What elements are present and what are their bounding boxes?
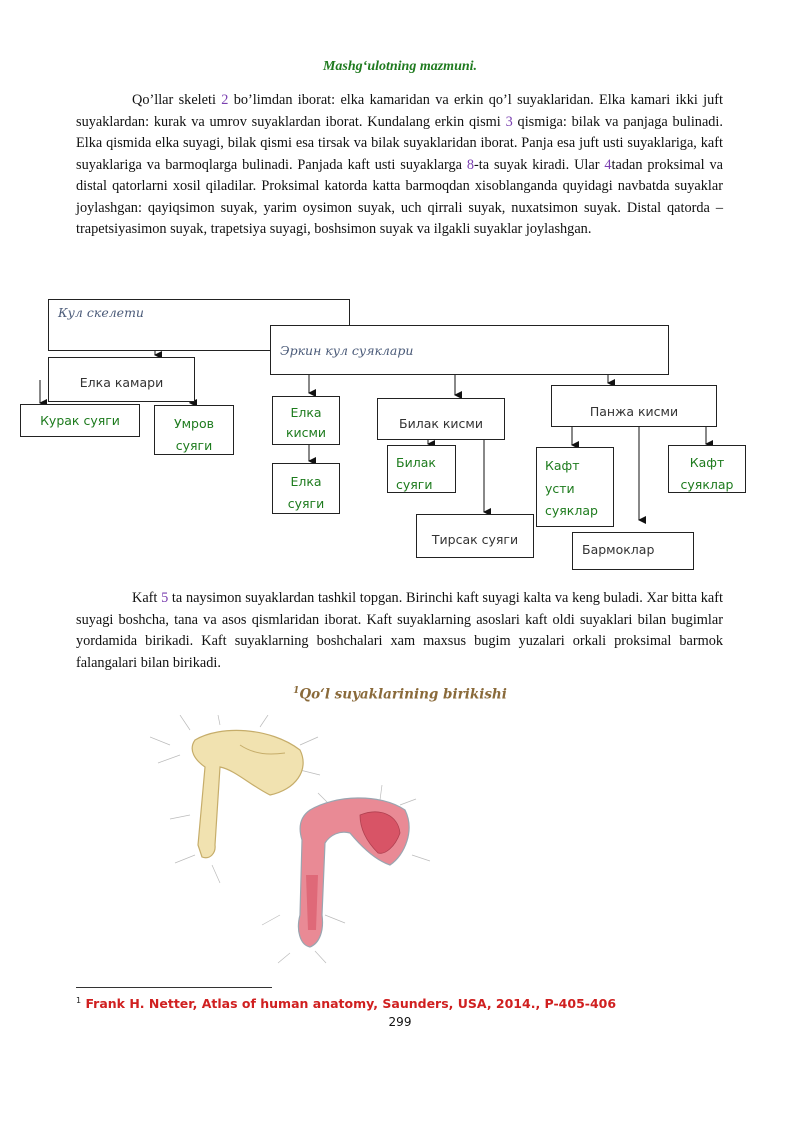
label-metacarpal-line1: Кафт xyxy=(689,455,725,470)
label-free-arm-bones: Эркин кул суяклари xyxy=(280,343,414,358)
label-arm-part-line2: кисми xyxy=(285,425,327,440)
label-shoulder-girdle: Елка камари xyxy=(79,375,164,390)
label-humerus-line1: Елка xyxy=(290,474,322,489)
label-carpal-line1: Кафт xyxy=(545,458,580,473)
text-run: qismiga: bilak va panjaga bulinadi. Elka qismida elka suyagi, bilak qismi esa tirsak va bilak suyaklaridan iborat. Panja esa juft usti suyaklariga, kaft suyaklariga va barmoqlarga bulinadi. Panjada kaft usti suyaklarga xyxy=(76,113,723,173)
label-hand: Панжа кисми xyxy=(589,404,679,419)
highlight-number: 3 xyxy=(505,113,513,130)
text-run: bo’limdan iborat: elka kamaridan va erkin qo’l suyaklaridan. Elka kamari ikki juft suyaklardan: kurak va umrov suyaklardan iborat. Kundalang erkin qismi xyxy=(76,92,723,130)
text-run: ta naysimon suyaklardan tashkil topgan. Birinchi kaft suyagi kalta va keng buladi. Xar bitta kaft suyagi boshcha, tana va asos qismlaridan iborat. Kaft suyaklarning asoslari kaft oldi suyaklari bilan bugimlar yordamida birikadi. Kaft suyaklarning boshchalari xam maxsus bugim yuzalari orkali proksimal barmok falangalari bilan birikadi. xyxy=(76,590,723,671)
text-run: Qo’llar skeleti xyxy=(132,92,222,108)
highlight-number: 5 xyxy=(161,590,169,606)
text-run: tadan proksimal va distal qatorlarni xosil qiladilar. Proksimal katorda katta barmoqdan xisoblanganda quyidagi navbatda suyaklar joylashgan: qayiqsimon suyak, yarim oysimon suyak, uch qirrali suyak, nuxatsimon suyak. Distal qatorda – trapetsiyasimon suyak, trapetsiya suyagi, boshsimon suyak va ilgakli suyaklar joylashgan. xyxy=(76,156,723,237)
label-arm-part-line1: Елка xyxy=(290,405,322,420)
highlight-number: 4 xyxy=(604,156,612,173)
figure-caption xyxy=(0,686,800,703)
footnote-marker: 1 xyxy=(76,996,82,1005)
section-title: Mashg‘ulotning mazmuni. xyxy=(322,59,478,74)
footnote xyxy=(76,996,616,1011)
text-run: -ta suyak kiradi. Ular xyxy=(474,156,605,173)
label-carpal xyxy=(545,455,598,523)
paragraph-metacarpal xyxy=(76,588,723,674)
label-radius-line1: Билак xyxy=(396,455,436,470)
text-run: Kaft xyxy=(132,590,162,606)
label-scapula: Курак суяги xyxy=(40,413,120,428)
label-radius xyxy=(396,452,436,496)
footnote-separator xyxy=(76,987,272,988)
label-fingers: Бармоклар xyxy=(582,542,655,557)
caption-text: Qo‘l suyaklarining birikishi xyxy=(299,686,507,703)
page-number: 299 xyxy=(388,1015,412,1029)
label-arm-part xyxy=(272,403,340,443)
highlight-number: 2 xyxy=(221,92,229,108)
footnote-text: Frank H. Netter, Atlas of human anatomy, Saunders, USA, 2014., P-405-406 xyxy=(81,996,617,1012)
label-metacarpal-line2: суяклар xyxy=(680,477,734,492)
label-ulna: Тирсак суяги xyxy=(431,532,519,547)
label-arm-skeleton: Кул скелети xyxy=(58,305,144,320)
label-forearm: Билак кисми xyxy=(399,416,483,431)
label-humerus xyxy=(272,471,340,515)
label-radius-line2: суяги xyxy=(396,477,433,492)
label-humerus-line2: суяги xyxy=(287,496,325,511)
label-metacarpal xyxy=(668,452,746,496)
label-carpal-line3: суяклар xyxy=(545,503,598,518)
label-clavicle-line2: суяги xyxy=(175,438,213,453)
caption-footnote-ref: 1 xyxy=(293,686,300,696)
label-carpal-line2: усти xyxy=(545,480,575,496)
label-clavicle xyxy=(154,413,234,457)
label-clavicle-line1: Умров xyxy=(174,416,214,431)
shoulder-bones-illustration xyxy=(150,715,440,965)
highlight-number: 8 xyxy=(466,156,475,173)
